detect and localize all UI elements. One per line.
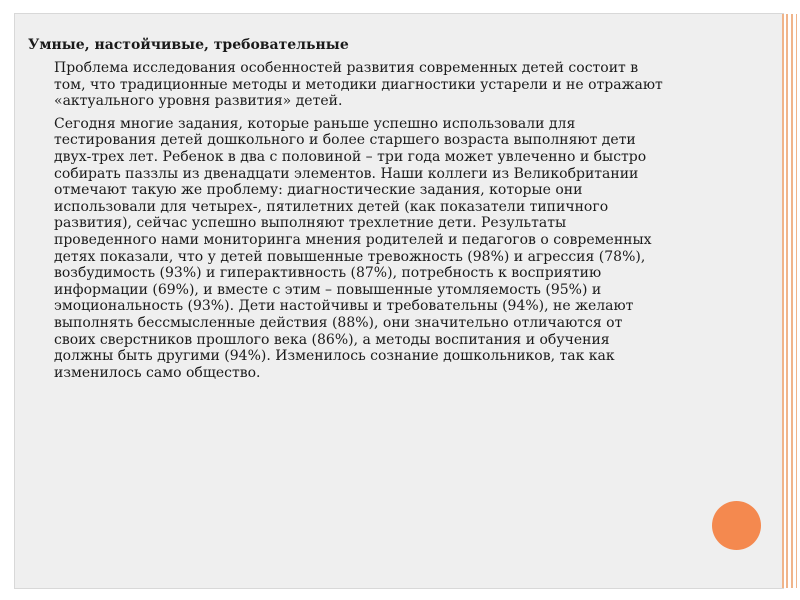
paragraph-text: Сегодня многие задания, которые раньше успешно использовали для тестирования детей дошкольного и более старшего возраста выполняют дети двух-трех лет. Ребенок в два с половиной – три года может увлеченно и быстро собирать паззлы из двенадцати элементов. Наши коллеги из Великобритании отмечают такую же проблему: диагностические задания, которые они использовали для четырех-, пятилетних детей (как показатели типичного развития), сейчас успешно выполняют трехлетние дети. Результаты проведенного нами мониторинга мнения родителей и педагогов о современных детях показали, что у детей повышенные тревожность (98%) и агрессия (78%), возбудимость (93%) и гиперактивность (87%), потребность к восприятию информации (69%), и вместе с этим – повышенные утомляемость (95%) и эмоциональность (93%). Дети настойчивы и требовательны (94%), не желают выполнять бессмысленные действия (88%), они значительно отличаются от своих сверстников прошлого века (86%), а методы воспитания и обучения должны быть другими (94%). Изменилось сознание дошкольников, так как изменилось само общество. (54, 115, 652, 381)
orange-circle-decoration (712, 501, 761, 550)
slide-content (28, 36, 668, 387)
slide-heading: Умные, настойчивые, требовательные (28, 37, 349, 53)
paragraph-text: Проблема исследования особенностей развития современных детей состоит в том, что традиционные методы и методики диагностики устарели и не отражают «актуального уровня развития» детей. (54, 60, 663, 110)
bullet-paragraph (28, 116, 668, 382)
decorative-stripe (796, 14, 797, 588)
bullet-paragraph (28, 60, 668, 110)
decorative-stripe (791, 14, 793, 588)
decorative-stripe (786, 14, 788, 588)
decorative-stripe (782, 14, 784, 588)
